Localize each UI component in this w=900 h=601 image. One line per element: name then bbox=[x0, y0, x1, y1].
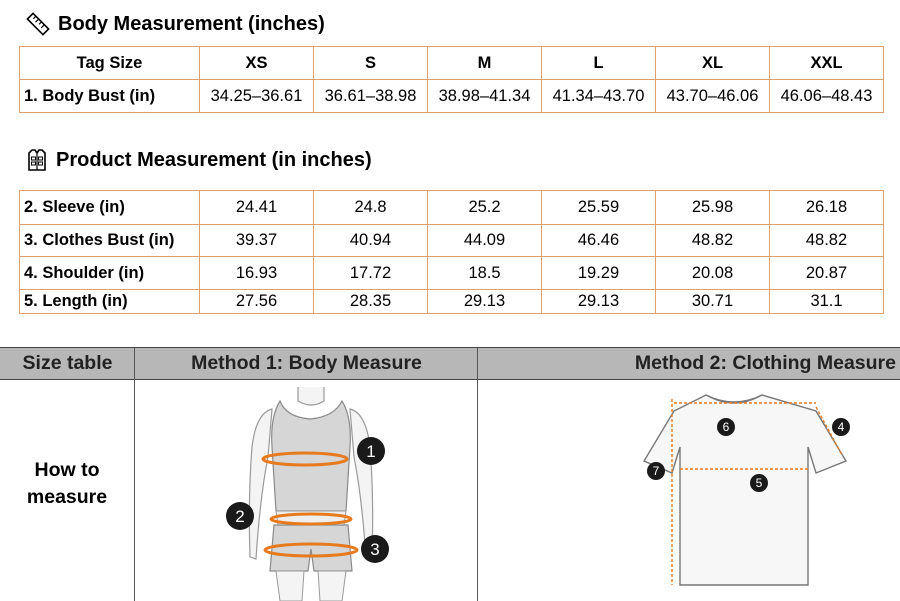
size-l-header: L bbox=[542, 47, 656, 80]
table-cell: 44.09 bbox=[428, 225, 542, 257]
marker-6 bbox=[717, 418, 735, 436]
table-row bbox=[20, 191, 884, 225]
how-to-measure-label bbox=[0, 457, 134, 511]
marker-3 bbox=[361, 535, 389, 563]
how-to-measure-panel bbox=[0, 347, 900, 601]
marker-5 bbox=[750, 474, 768, 492]
table-cell: 40.94 bbox=[314, 225, 428, 257]
table-cell: 30.71 bbox=[656, 290, 770, 314]
size-m-header: M bbox=[428, 47, 542, 80]
table-cell: 46.06–48.43 bbox=[770, 80, 884, 113]
product-measurement-table bbox=[19, 190, 884, 314]
table-cell: 38.98–41.34 bbox=[428, 80, 542, 113]
row-label: 4. Shoulder (in) bbox=[20, 257, 200, 290]
row-label: 3. Clothes Bust (in) bbox=[20, 225, 200, 257]
table-cell: 26.18 bbox=[770, 191, 884, 225]
table-cell: 29.13 bbox=[542, 290, 656, 314]
measure-text: measure bbox=[26, 486, 108, 508]
size-xl-header: XL bbox=[656, 47, 770, 80]
table-cell: 39.37 bbox=[200, 225, 314, 257]
table-cell: 25.2 bbox=[428, 191, 542, 225]
table-row bbox=[20, 257, 884, 290]
table-cell: 25.59 bbox=[542, 191, 656, 225]
row-label: 2. Sleeve (in) bbox=[20, 191, 200, 225]
column-divider bbox=[134, 347, 135, 601]
table-cell: 28.35 bbox=[314, 290, 428, 314]
marker-label: 4 bbox=[837, 420, 845, 434]
method-1-header: Method 1: Body Measure bbox=[135, 347, 478, 380]
table-cell: 16.93 bbox=[200, 257, 314, 290]
table-cell: 43.70–46.06 bbox=[656, 80, 770, 113]
shirt-icon bbox=[26, 148, 48, 172]
tshirt-figure-illustration bbox=[640, 385, 860, 595]
marker-label: 7 bbox=[652, 464, 660, 478]
product-measurement-title bbox=[26, 148, 372, 172]
table-cell: 48.82 bbox=[656, 225, 770, 257]
marker-label: 2 bbox=[235, 507, 245, 526]
marker-label: 1 bbox=[366, 442, 376, 461]
method-2-header: Method 2: Clothing Measure bbox=[478, 347, 900, 380]
table-cell: 41.34–43.70 bbox=[542, 80, 656, 113]
marker-2 bbox=[226, 502, 254, 530]
size-s-header: S bbox=[314, 47, 428, 80]
table-cell: 17.72 bbox=[314, 257, 428, 290]
tag-size-header: Tag Size bbox=[20, 47, 200, 80]
table-cell: 36.61–38.98 bbox=[314, 80, 428, 113]
marker-label: 5 bbox=[755, 476, 763, 490]
table-row bbox=[20, 225, 884, 257]
body-measurement-table bbox=[19, 46, 884, 113]
row-label: 1. Body Bust (in) bbox=[20, 80, 200, 113]
size-xs-header: XS bbox=[200, 47, 314, 80]
size-table-header: Size table bbox=[0, 347, 135, 380]
table-cell: 48.82 bbox=[770, 225, 884, 257]
row-label: 5. Length (in) bbox=[20, 290, 200, 314]
table-row bbox=[20, 80, 884, 113]
product-measurement-title-text: Product Measurement (in inches) bbox=[56, 148, 372, 171]
table-cell: 20.87 bbox=[770, 257, 884, 290]
how-to-text: How to bbox=[34, 459, 100, 481]
table-cell: 29.13 bbox=[428, 290, 542, 314]
marker-7 bbox=[647, 462, 665, 480]
table-cell: 18.5 bbox=[428, 257, 542, 290]
table-cell: 34.25–36.61 bbox=[200, 80, 314, 113]
body-figure-illustration bbox=[200, 387, 430, 601]
table-row bbox=[20, 290, 884, 314]
table-cell: 20.08 bbox=[656, 257, 770, 290]
table-cell: 27.56 bbox=[200, 290, 314, 314]
marker-4 bbox=[832, 418, 850, 436]
size-header-row bbox=[20, 47, 884, 80]
body-measurement-title bbox=[26, 12, 325, 36]
table-cell: 19.29 bbox=[542, 257, 656, 290]
column-divider bbox=[477, 347, 478, 601]
body-measurement-title-text: Body Measurement (inches) bbox=[58, 12, 325, 35]
marker-label: 3 bbox=[370, 540, 380, 559]
table-cell: 31.1 bbox=[770, 290, 884, 314]
table-cell: 46.46 bbox=[542, 225, 656, 257]
ruler-icon bbox=[26, 12, 50, 36]
size-xxl-header: XXL bbox=[770, 47, 884, 80]
table-cell: 24.41 bbox=[200, 191, 314, 225]
table-cell: 25.98 bbox=[656, 191, 770, 225]
marker-1 bbox=[357, 437, 385, 465]
table-cell: 24.8 bbox=[314, 191, 428, 225]
marker-label: 6 bbox=[722, 420, 730, 434]
